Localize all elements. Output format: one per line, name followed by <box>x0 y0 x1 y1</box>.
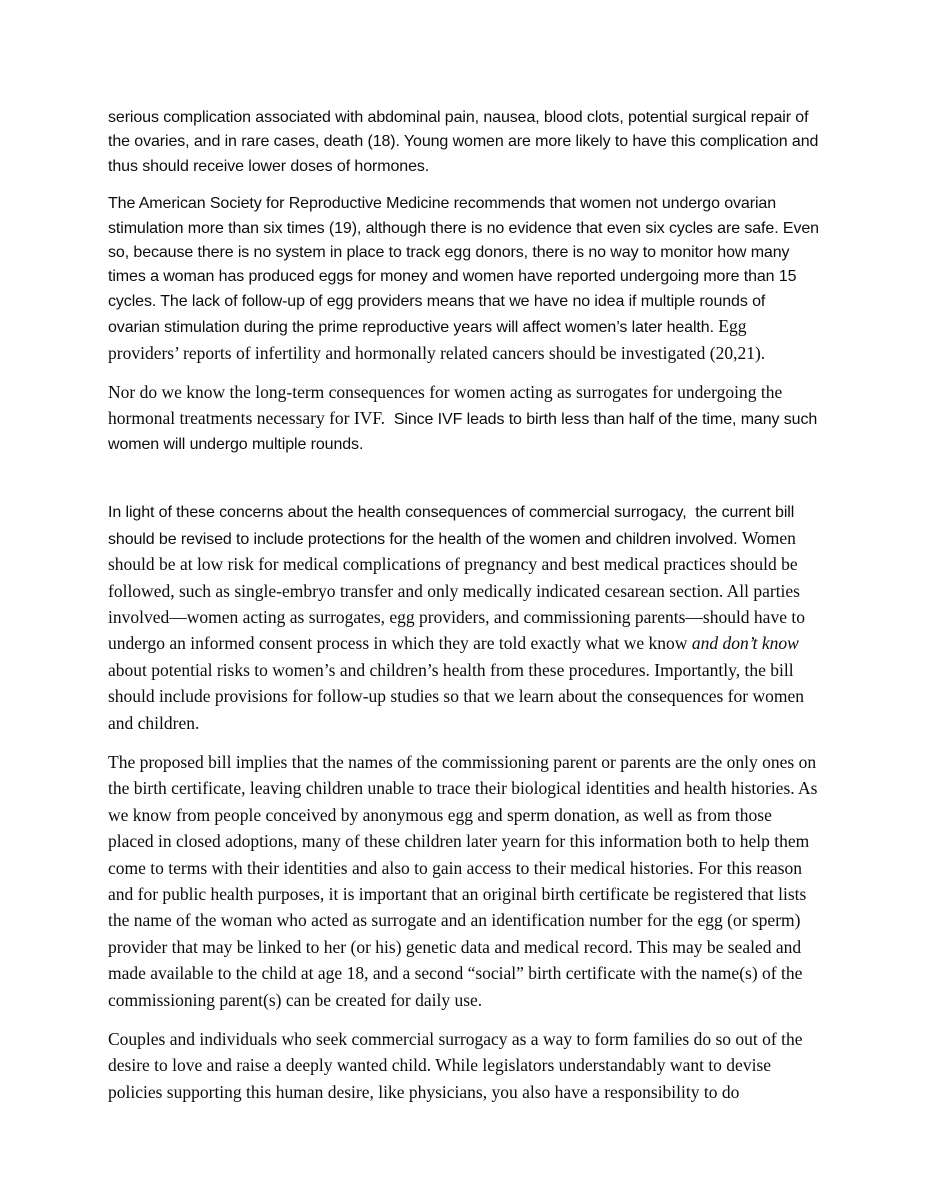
text-run-sans: serious complication associated with abdominal pain, nausea, blood clots, potential surgical repair of the ovaries, and in rare cases, death (18). Young women are more likely to have this complication and thus should receive lower doses of hormones. <box>108 109 819 175</box>
document-text-block <box>108 106 820 1119</box>
text-run-sans: Since IVF leads to birth less than half of the time, many such women will undergo multiple rounds. <box>108 411 818 453</box>
paragraph <box>108 380 820 457</box>
text-run-serif: Couples and individuals who seek commercial surrogacy as a way to form families do so out of the desire to love and raise a deeply wanted child. While legislators understandably want to devise policies supporting this human desire, like physicians, you also have a responsibility to do <box>108 1029 803 1102</box>
text-run-serif: Nor do we know the long-term consequences for women acting as surrogates for undergoing the hormonal treatments necessary for IVF. <box>108 382 783 429</box>
text-run-sans: In light of these concerns about the health consequences of commercial surrogacy, the current bill should be revised to include protections for the health of the women and children involved. <box>108 504 795 548</box>
paragraph <box>108 1027 820 1106</box>
text-run-serif: about potential risks to women’s and children’s health from these procedures. Importantly, the bill should include provisions for follow-up studies so that we learn about the consequences for women and children. <box>108 659 804 733</box>
text-run-serif: The proposed bill implies that the names of the commissioning parent or parents are the only ones on the birth certificate, leaving children unable to trace their biological identities and health histories. As we know from people conceived by anonymous egg and sperm donation, as well as from those placed in closed adoptions, many of these children later yearn for this information both to help them come to terms with their identities and also to gain access to their medical histories. For this reason and for public health purposes, it is important that an original birth certificate be registered that lists the name of the woman who acted as surrogate and an identification number for the egg (or sperm) provider that may be linked to her (or his) genetic data and medical record. This may be sealed and made available to the child at age 18, and a second “social” birth certificate with the name(s) of the commissioning parent(s) can be created for daily use. <box>108 751 818 1010</box>
paragraph <box>108 750 820 1014</box>
paragraph <box>108 106 820 179</box>
text-run-serif: Women should be at low risk for medical complications of pregnancy and best medical practices should be followed, such as single-embryo transfer and only medically indicated cesarean section. All parties involved—women acting as surrogates, egg providers, and commissioning parents—should have to undergo an informed consent process in which they are told exactly what we know <box>108 527 805 654</box>
text-run-serif: Egg providers’ reports of infertility and hormonally related cancers should be investigated (20,21). <box>108 316 766 363</box>
paragraph <box>108 192 820 367</box>
text-run-serif-italic: and don’t know <box>691 633 799 654</box>
text-run-sans: The American Society for Reproductive Medicine recommends that women not undergo ovarian stimulation more than six times (19), although there is no evidence that even six cycles are safe. Even so, because there is no system in place to track egg donors, there is no way to monitor how many times a woman has produced eggs for money and women have reported undergoing more than 15 cycles. The lack of follow-up of egg providers means that we have no idea if multiple rounds of ovarian stimulation during the prime reproductive years will affect women’s later health. <box>108 195 819 337</box>
paragraph <box>108 501 820 737</box>
